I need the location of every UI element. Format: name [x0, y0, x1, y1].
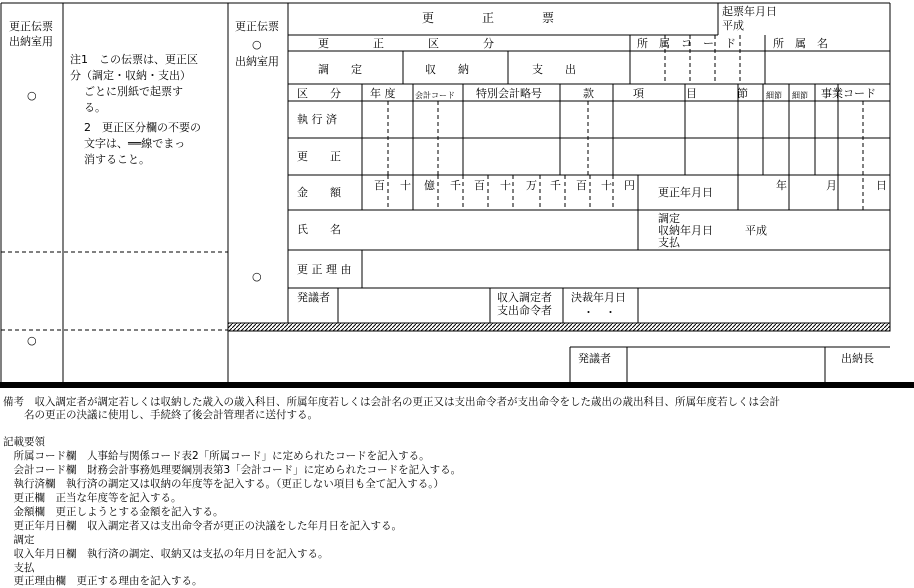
- form-title: 更 正 票: [422, 11, 555, 25]
- meireisha-label-2: 支出命令者: [497, 304, 552, 317]
- shuno-option: 収 納: [425, 63, 469, 76]
- side-circle-top: ○: [252, 38, 262, 51]
- kisai-item: 更正理由欄 更正する理由を記入する。: [3, 575, 203, 587]
- issue-date-era: 平成: [722, 19, 744, 32]
- shishutsu-option: 支 出: [532, 63, 576, 76]
- col-kan: 款: [583, 87, 594, 100]
- kosei-date-year: 年: [776, 179, 787, 192]
- row-shimei: 氏 名: [297, 223, 341, 236]
- side-head-2: 出納室用: [235, 55, 279, 68]
- digit-label: 百: [576, 179, 587, 192]
- shuno-date-era: 平成: [745, 224, 767, 237]
- kosei-kubun-label: 更 正 区 分: [318, 37, 494, 50]
- note-1-line-4: る。: [84, 101, 106, 114]
- digit-label: 千: [550, 179, 561, 192]
- row-shikkozumi: 執 行 済: [297, 113, 337, 126]
- kessai-label: 決裁年月日: [571, 291, 626, 304]
- note-1-line-1: 注1 この伝票は、更正区: [70, 53, 198, 66]
- digit-label: 十: [601, 179, 612, 192]
- col-kaikei-code: 会計コード: [415, 91, 455, 100]
- note-1-line-2: 分（調定・収納・支出）: [70, 69, 191, 82]
- biko-line-1: 備考 収入調定者が調定若しくは収納した歳入の歳入科目、所属年度若しくは会計名の更正又は支出命令者が支出命令をした歳出の歳出科目、所属年度若しくは会計: [3, 396, 780, 408]
- left-head-2: 出納室用: [9, 35, 53, 48]
- digit-label: 万: [526, 179, 537, 192]
- row-kingaku: 金 額: [297, 186, 341, 199]
- digit-label: 千: [450, 179, 461, 192]
- digit-label: 百: [474, 179, 485, 192]
- note-1-line-3: ごとに別紙で起票す: [84, 85, 183, 98]
- shozoku-name-label: 所 属 名: [773, 37, 828, 50]
- shuno-date-label-2: 収納年月日: [658, 224, 713, 237]
- suitocho-label: 出納長: [841, 352, 874, 365]
- kisai-item: 収入年月日欄 執行済の調定、収納又は支払の年月日を記入する。: [3, 548, 329, 560]
- side-circle: ○: [252, 270, 262, 283]
- row-riyu: 更 正 理 由: [297, 263, 352, 276]
- side-head-1: 更正伝票: [235, 20, 279, 33]
- note-2-line-3: 消すること。: [84, 153, 150, 166]
- shuno-date-label-1: 調定: [658, 212, 680, 225]
- kisai-heading: 記載要領: [3, 436, 45, 448]
- col-setsu: 節: [737, 87, 748, 100]
- kisai-item: 会計コード欄 財務会計事務処理要綱別表第3「会計コード」に定められたコードを記入する。: [3, 464, 462, 476]
- note-2-line-1: 2 更正区分欄の不要の: [84, 121, 201, 134]
- col-ko: 項: [633, 87, 644, 100]
- chotei-option: 調 定: [318, 63, 362, 76]
- digit-label: 十: [400, 179, 411, 192]
- kosei-date-label: 更正年月日: [658, 186, 713, 199]
- col-kubun: 区 分: [297, 87, 341, 100]
- kisai-item: 更正欄 正当な年度等を記入する。: [3, 492, 182, 504]
- col-jigyo: 事業コード: [821, 87, 876, 100]
- row-kosei: 更 正: [297, 150, 341, 163]
- left-circle: ○: [27, 89, 37, 102]
- col-moku: 目: [686, 87, 697, 100]
- kisai-item: 支払: [3, 562, 35, 574]
- note-2-line-2: 文字は、══線でまっ: [84, 137, 186, 150]
- shozoku-code-label: 所 属 コ ー ド: [637, 37, 736, 50]
- digit-label: 億: [424, 179, 435, 192]
- left-circle-bottom: ○: [27, 334, 37, 347]
- col-saisetsu: 細節: [792, 91, 808, 100]
- kisai-item: 執行済欄 執行済の調定又は収納の年度等を記入する。（更正しない項目も全て記入する。）: [3, 478, 444, 490]
- hatsugisha-2-label: 発議者: [578, 352, 611, 365]
- left-head-1: 更正伝票: [9, 20, 53, 33]
- kessai-dots: ・ ・: [583, 306, 616, 319]
- kisai-item: 調定: [3, 534, 35, 546]
- kosei-date-month: 月: [826, 179, 837, 192]
- shuno-date-label-3: 支払: [658, 236, 680, 249]
- col-tokubetsu: 特別会計略号: [476, 87, 542, 100]
- col-nendo: 年 度: [370, 87, 396, 100]
- digit-label: 十: [500, 179, 511, 192]
- kisai-item: 所属コード欄 人事給与関係コード表2「所属コード」に定められたコードを記入する。: [3, 450, 430, 462]
- meireisha-label-1: 収入調定者: [497, 291, 552, 304]
- kisai-item: 金額欄 更正しようとする金額を記入する。: [3, 506, 224, 518]
- kisai-item: 更正年月日欄 収入調定者又は支出命令者が更正の決議をした年月日を記入する。: [3, 520, 402, 532]
- issue-date-label: 起票年月日: [722, 5, 777, 18]
- col-saimoku: 細節: [766, 91, 782, 100]
- digit-label: 百: [374, 179, 385, 192]
- kosei-date-day: 日: [876, 179, 887, 192]
- biko-line-2: 名の更正の決議に使用し、手続終了後会計管理者に送付する。: [3, 409, 318, 421]
- hatsugisha-label: 発議者: [297, 291, 330, 304]
- digit-label: 円: [624, 179, 635, 192]
